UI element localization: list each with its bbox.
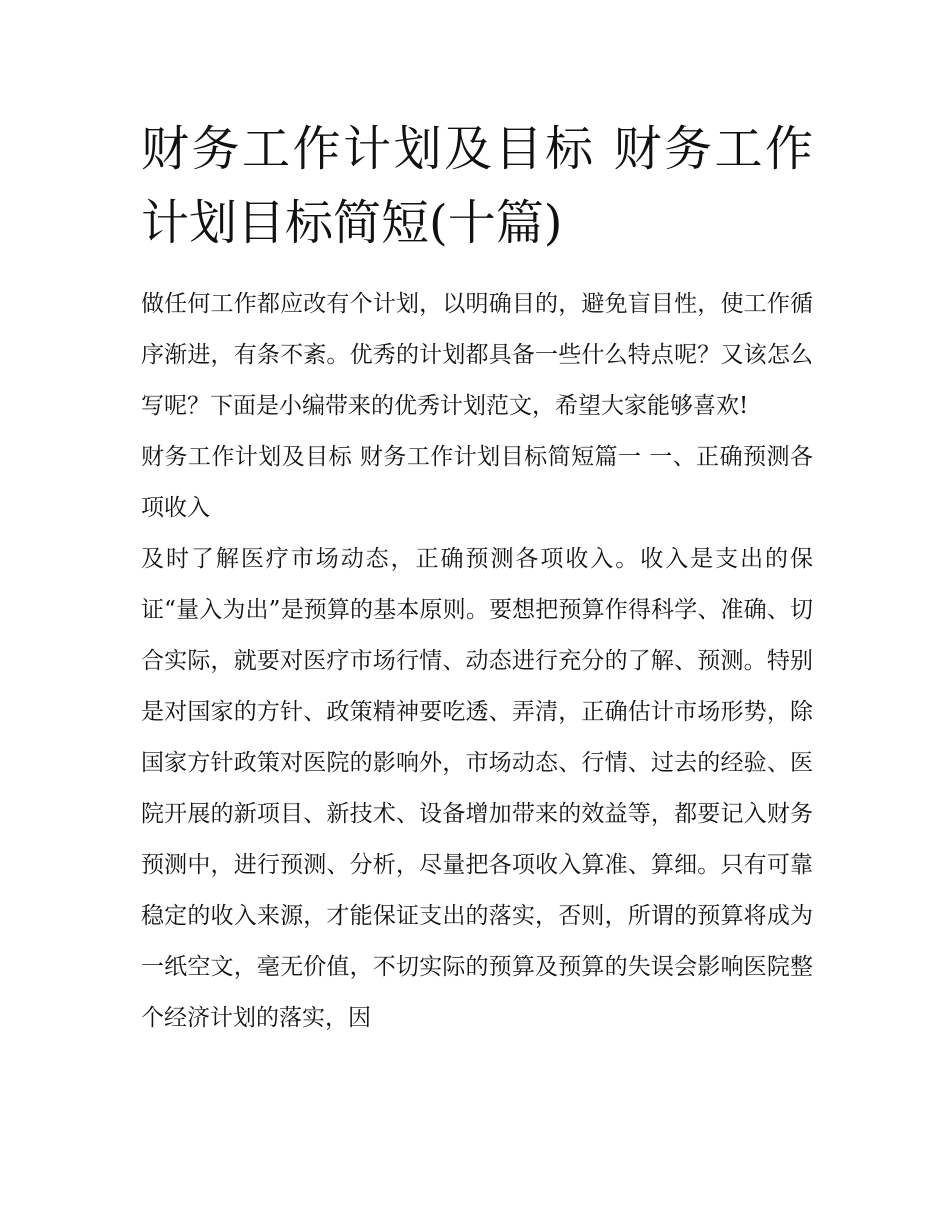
section-heading: 财务工作计划及目标 财务工作计划目标简短篇一 一、正确预测各项收入 — [141, 444, 813, 521]
document-body — [141, 112, 813, 1044]
body-paragraph: 及时了解医疗市场动态，正确预测各项收入。收入是支出的保证“量入为出”是预算的基本原则。要想把预算作得科学、准确、切合实际，就要对医疗市场行情、动态进行充分的了解、预测。特别是对国家的方针、政策精神要吃透、弄清，正确估计市场形势，除国家方针政策对医院的影响外，市场动态、行情、过去的经验、医院开展的新项目、新技术、设备增加带来的效益等，都要记入财务预测中，进行预测、分析，尽量把各项收入算准、算细。只有可靠稳定的收入来源，才能保证支出的落实，否则，所谓的预算将成为一纸空文，毫无价值，不切实际的预算及预算的失误会影响医院整个经济计划的落实，因 — [141, 546, 813, 1031]
document-title: 财务工作计划及目标 财务工作计划目标简短(十篇) — [141, 121, 813, 251]
intro-paragraph: 做任何工作都应改有个计划，以明确目的，避免盲目性，使工作循序渐进，有条不紊。优秀的计划都具备一些什么特点呢？又该怎么写呢？下面是小编带来的优秀计划范文，希望大家能够喜欢! — [141, 291, 813, 419]
